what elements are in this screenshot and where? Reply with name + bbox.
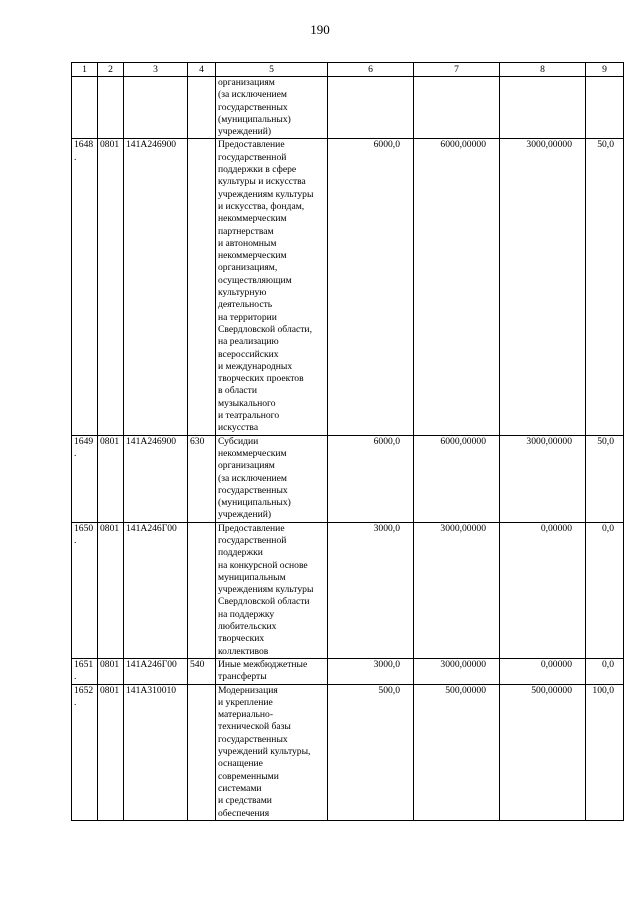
expense-type-code xyxy=(188,139,216,435)
expense-type-code xyxy=(188,684,216,820)
plan-amount: 3000,0 xyxy=(328,522,414,658)
approved-amount: 6000,00000 xyxy=(414,435,500,522)
column-header-7: 7 xyxy=(414,63,500,77)
target-code: 141A246Г00 xyxy=(124,658,188,684)
target-code: 141A246Г00 xyxy=(124,522,188,658)
execution-percent xyxy=(586,77,624,139)
plan-amount: 6000,0 xyxy=(328,139,414,435)
target-code: 141A246900 xyxy=(124,139,188,435)
approved-amount: 3000,00000 xyxy=(414,658,500,684)
execution-percent: 100,0 xyxy=(586,684,624,820)
section-code: 0801 xyxy=(98,435,124,522)
section-code: 0801 xyxy=(98,684,124,820)
executed-amount: 3000,00000 xyxy=(500,435,586,522)
row-number: 1651. xyxy=(72,658,98,684)
target-code xyxy=(124,77,188,139)
approved-amount: 3000,00000 xyxy=(414,522,500,658)
section-code: 0801 xyxy=(98,522,124,658)
approved-amount: 6000,00000 xyxy=(414,139,500,435)
column-header-2: 2 xyxy=(98,63,124,77)
section-code: 0801 xyxy=(98,658,124,684)
table-row xyxy=(72,77,624,139)
table-row xyxy=(72,522,624,658)
table-row xyxy=(72,435,624,522)
column-header-8: 8 xyxy=(500,63,586,77)
row-number: 1650. xyxy=(72,522,98,658)
expense-type-code xyxy=(188,522,216,658)
executed-amount: 3000,00000 xyxy=(500,139,586,435)
section-code xyxy=(98,77,124,139)
execution-percent: 0,0 xyxy=(586,658,624,684)
table-row xyxy=(72,684,624,820)
section-code: 0801 xyxy=(98,139,124,435)
header-row xyxy=(72,63,624,77)
plan-amount: 500,0 xyxy=(328,684,414,820)
plan-amount: 3000,0 xyxy=(328,658,414,684)
column-header-3: 3 xyxy=(124,63,188,77)
expense-type-code xyxy=(188,77,216,139)
item-name: Модернизация и укрепление материально- технической базы государственных учреждений культуры, оснащение современными системами и средствами обеспечения xyxy=(216,684,328,820)
item-name: Предоставление государственной поддержки в сфере культуры и искусства учреждениям культуры и искусства, фондам, некоммерческим партнерствам и автономным некоммерческим организациям, осуществляющим культурную деятельность на территории Свердловской области, на реализацию всероссийских и международных творческих проектов в области музыкального и театрального искусства xyxy=(216,139,328,435)
item-name: организациям (за исключением государственных (муниципальных) учреждений) xyxy=(216,77,328,139)
execution-percent: 0,0 xyxy=(586,522,624,658)
executed-amount: 500,00000 xyxy=(500,684,586,820)
target-code: 141A310010 xyxy=(124,684,188,820)
column-header-1: 1 xyxy=(72,63,98,77)
approved-amount xyxy=(414,77,500,139)
table-row xyxy=(72,139,624,435)
execution-percent: 50,0 xyxy=(586,139,624,435)
page-number: 190 xyxy=(310,22,330,37)
executed-amount xyxy=(500,77,586,139)
row-number xyxy=(72,77,98,139)
budget-table xyxy=(71,62,624,821)
column-header-4: 4 xyxy=(188,63,216,77)
row-number: 1649. xyxy=(72,435,98,522)
item-name: Иные межбюджетные трансферты xyxy=(216,658,328,684)
table-row xyxy=(72,658,624,684)
column-header-6: 6 xyxy=(328,63,414,77)
row-number: 1652. xyxy=(72,684,98,820)
expense-type-code: 540 xyxy=(188,658,216,684)
target-code: 141A246900 xyxy=(124,435,188,522)
plan-amount: 6000,0 xyxy=(328,435,414,522)
column-header-5: 5 xyxy=(216,63,328,77)
table-body xyxy=(72,63,624,821)
column-header-9: 9 xyxy=(586,63,624,77)
plan-amount xyxy=(328,77,414,139)
approved-amount: 500,00000 xyxy=(414,684,500,820)
item-name: Предоставление государственной поддержки на конкурсной основе муниципальным учреждениям культуры Свердловской области на поддержку любительских творческих коллективов xyxy=(216,522,328,658)
item-name: Субсидии некоммерческим организациям (за исключением государственных (муниципальных) учреждений) xyxy=(216,435,328,522)
expense-type-code: 630 xyxy=(188,435,216,522)
executed-amount: 0,00000 xyxy=(500,522,586,658)
row-number: 1648. xyxy=(72,139,98,435)
execution-percent: 50,0 xyxy=(586,435,624,522)
executed-amount: 0,00000 xyxy=(500,658,586,684)
